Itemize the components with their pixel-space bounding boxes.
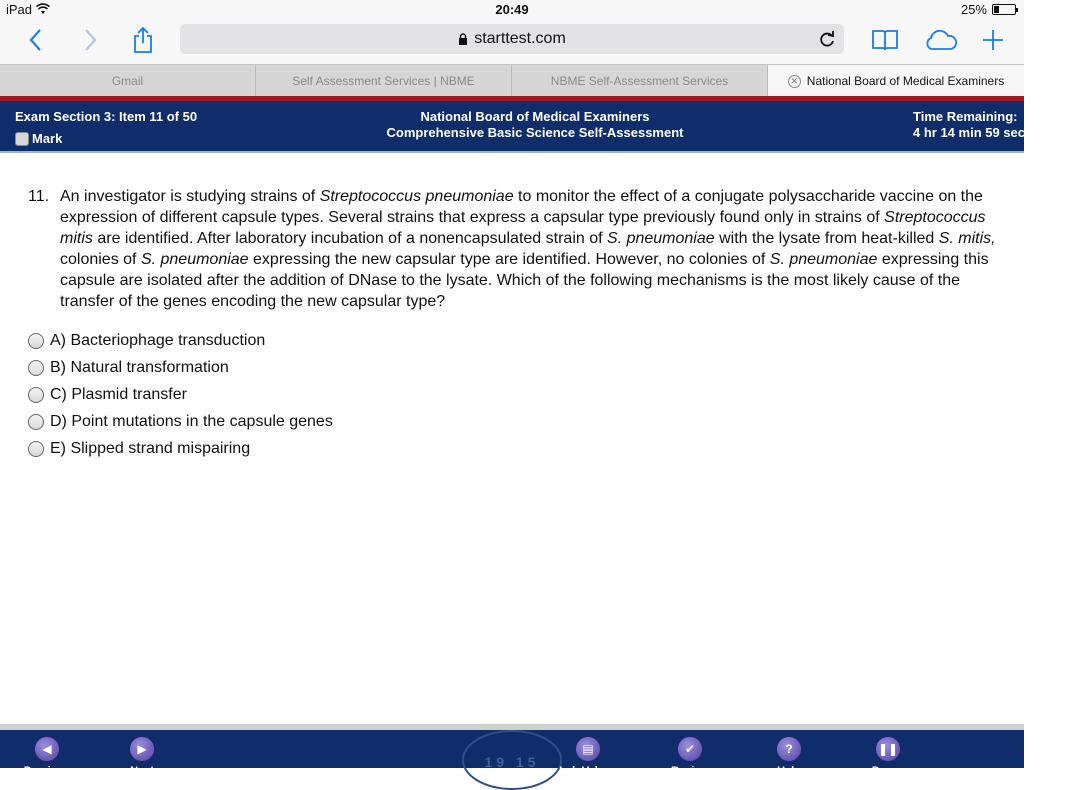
pause-button[interactable] bbox=[858, 736, 918, 777]
icloud-tabs-button[interactable] bbox=[922, 24, 960, 56]
option-label: D) Point mutations in the capsule genes bbox=[50, 412, 333, 430]
battery-fill bbox=[994, 6, 999, 13]
nbme-seal: 19 15 bbox=[462, 730, 562, 790]
lab-values-label: Lab Values bbox=[559, 765, 617, 777]
question-text-italic: Streptococcus pneumoniae bbox=[319, 188, 514, 205]
chevron-left-icon bbox=[28, 28, 42, 52]
forward-button[interactable] bbox=[78, 24, 104, 56]
question-text-part: expressing the new capsular type are identified. However, no colonies of bbox=[248, 251, 770, 268]
radio-button[interactable] bbox=[28, 360, 44, 376]
help-button[interactable] bbox=[759, 736, 819, 777]
answer-option-a[interactable] bbox=[28, 327, 333, 354]
browser-toolbar bbox=[0, 20, 1024, 64]
book-icon bbox=[871, 28, 899, 52]
exam-header bbox=[0, 101, 1024, 153]
question-text-part: are identified. After laboratory incubation of a nonencapsulated strain of bbox=[92, 230, 607, 247]
next-icon: ▶ bbox=[129, 736, 155, 762]
answer-options bbox=[28, 327, 333, 462]
mark-label: Mark bbox=[32, 131, 63, 146]
tab-label: National Board of Medical Examiners bbox=[806, 74, 1005, 88]
question-text-italic: S. pneumoniae bbox=[607, 230, 715, 247]
next-button[interactable] bbox=[112, 736, 172, 777]
question-text-part: with the lysate from heat-killed bbox=[714, 230, 939, 247]
pause-label: Pause bbox=[871, 765, 905, 777]
option-label: C) Plasmid transfer bbox=[50, 385, 187, 403]
tab-label: NBME Self-Assessment Services bbox=[550, 74, 729, 88]
exam-title bbox=[0, 109, 1070, 141]
option-label: E) Slipped strand mispairing bbox=[50, 439, 251, 457]
answer-option-c[interactable] bbox=[28, 381, 333, 408]
review-button[interactable] bbox=[660, 736, 720, 777]
url-bar[interactable] bbox=[180, 24, 844, 54]
chevron-right-icon bbox=[84, 28, 98, 52]
reload-icon[interactable] bbox=[818, 29, 836, 49]
question-text-italic: S. mitis, bbox=[938, 230, 996, 247]
tab-label: Self Assessment Services | NBME bbox=[292, 74, 475, 88]
exam-name: Comprehensive Basic Science Self-Assessment bbox=[386, 125, 684, 140]
status-time: 20:49 bbox=[495, 2, 529, 17]
plus-icon bbox=[981, 28, 1005, 52]
status-right bbox=[961, 2, 1016, 17]
cloud-icon bbox=[923, 29, 959, 51]
tab-self-assessment-nbme[interactable] bbox=[256, 65, 512, 97]
question-text-italic: S. pneumoniae bbox=[769, 251, 878, 268]
answer-option-b[interactable] bbox=[28, 354, 333, 381]
tab-label: Gmail bbox=[111, 74, 144, 88]
question-text-part: colonies of bbox=[60, 251, 141, 268]
tab-nbme-self-assessment[interactable] bbox=[512, 65, 768, 97]
device-label: iPad bbox=[6, 2, 33, 17]
battery-icon bbox=[992, 4, 1016, 15]
radio-button[interactable] bbox=[28, 414, 44, 430]
option-label: B) Natural transformation bbox=[50, 358, 229, 376]
previous-button[interactable] bbox=[17, 736, 77, 777]
pause-icon: ❚❚ bbox=[875, 736, 901, 762]
tab-national-board[interactable] bbox=[768, 65, 1024, 97]
question-text-italic: S. pneumoniae bbox=[140, 251, 249, 268]
next-label: Next bbox=[130, 765, 154, 777]
time-value: 4 hr 14 min 59 sec bbox=[913, 125, 1026, 140]
lab-values-button[interactable] bbox=[558, 736, 618, 777]
url-text: starttest.com bbox=[474, 30, 566, 47]
previous-label: Previous bbox=[23, 765, 71, 777]
close-tab-icon[interactable]: ✕ bbox=[788, 75, 801, 88]
section-item-label: Exam Section 3: Item 11 of 50 bbox=[15, 109, 198, 124]
share-button[interactable] bbox=[130, 24, 156, 56]
radio-button[interactable] bbox=[28, 387, 44, 403]
previous-icon: ◀ bbox=[34, 736, 60, 762]
time-label: Time Remaining: bbox=[913, 109, 1018, 124]
question-text-italic: Streptococcus mitis bbox=[60, 209, 986, 247]
question-text-part: An investigator is studying strains of bbox=[60, 188, 320, 205]
status-bar bbox=[0, 0, 1024, 20]
battery-percent: 25% bbox=[960, 2, 987, 17]
back-button[interactable] bbox=[22, 24, 48, 56]
help-label: Help bbox=[777, 765, 801, 777]
exam-footer bbox=[0, 730, 1024, 777]
question-stem bbox=[28, 186, 1013, 312]
question-number: 11. bbox=[28, 188, 50, 205]
question-text bbox=[60, 186, 1013, 312]
share-icon bbox=[132, 26, 154, 54]
radio-button[interactable] bbox=[28, 333, 44, 349]
answer-option-d[interactable] bbox=[28, 408, 333, 435]
option-label: A) Bacteriophage transduction bbox=[50, 331, 266, 349]
help-icon: ? bbox=[776, 736, 802, 762]
question-text-part: to monitor the effect of a conjugate polysaccharide vaccine on the expression of different capsule types. Several strains that express a capsular type previously found only in strains of bbox=[60, 188, 983, 226]
review-label: Review bbox=[671, 765, 709, 777]
tab-gmail[interactable] bbox=[0, 65, 256, 97]
lock-icon bbox=[458, 33, 468, 45]
org-name: National Board of Medical Examiners bbox=[420, 109, 650, 124]
new-tab-button[interactable] bbox=[980, 24, 1006, 56]
review-icon: ✔ bbox=[677, 736, 703, 762]
question-text-part: expressing this capsule are isolated after the addition of DNase to the lysate. Which of the following mechanisms is the most likely cause of the transfer of the genes encoding the new capsular type? bbox=[60, 251, 989, 310]
answer-option-e[interactable] bbox=[28, 435, 333, 462]
bookmarks-button[interactable] bbox=[870, 24, 900, 56]
radio-button[interactable] bbox=[28, 441, 44, 457]
tab-bar bbox=[0, 64, 1024, 96]
lab-values-icon: ▤ bbox=[575, 736, 601, 762]
time-remaining bbox=[913, 109, 1025, 141]
